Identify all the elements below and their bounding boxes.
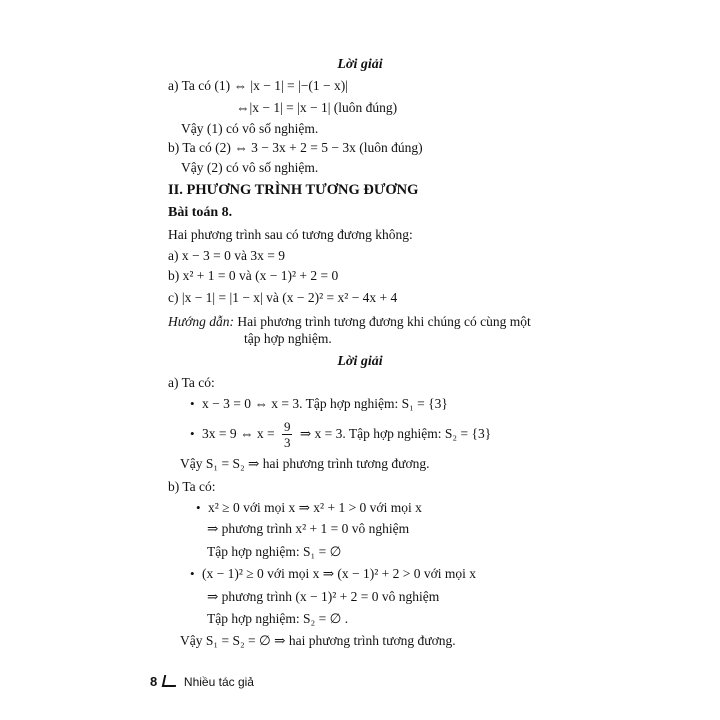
hint-text: Hai phương trình tương đương khi chúng có cùng một (237, 314, 531, 329)
sol2-a-bullet2-post: ⇒ x = 3. Tập hợp nghiệm: S₂ = {3} (299, 426, 492, 441)
page-number: 8 (150, 674, 158, 689)
sol1-a-line2: ⇔|x − 1| = |x − 1| (luôn đúng) (236, 100, 398, 115)
fraction-9-over-3 (282, 419, 293, 450)
solution-title-1: Lời giải (337, 57, 383, 72)
sol2-a-bullet2 (190, 419, 491, 450)
sol2-b-bullet2-line2: ⇒ phương trình (x − 1)² + 2 = 0 vô nghiệm (207, 589, 440, 604)
sol2-b-bullet2-line3: Tập hợp nghiệm: S₂ = ∅ . (207, 611, 349, 626)
hint-line2: tập hợp nghiệm. (244, 331, 332, 346)
sol1-b-conclusion: Vậy (2) có vô số nghiệm. (181, 160, 319, 175)
sol2-b-head: b) Ta có: (168, 479, 216, 494)
page-footer (150, 674, 254, 689)
sol2-a-conclusion: Vậy S₁ = S₂ ⇒ hai phương trình tương đương. (180, 456, 430, 471)
sol2-b-bullet2: • (x − 1)² ≥ 0 với mọi x ⇒ (x − 1)² + 2 > 0 với mọi x (190, 566, 476, 582)
problem-item-b: b) x² + 1 = 0 và (x − 1)² + 2 = 0 (168, 268, 339, 283)
sol2-b-conclusion: Vậy S₁ = S₂ = ∅ ⇒ hai phương trình tương đương. (180, 633, 456, 648)
section-heading: II. PHƯƠNG TRÌNH TƯƠNG ĐƯƠNG (168, 182, 419, 198)
sol1-a-line1: a) Ta có (1) ⇔ |x − 1| = |−(1 − x)| (168, 78, 348, 93)
sol2-b-bullet1: • x² ≥ 0 với mọi x ⇒ x² + 1 > 0 với mọi x (196, 500, 422, 516)
fraction-denominator: 3 (283, 435, 291, 451)
fraction-numerator: 9 (283, 419, 291, 435)
problem-item-c: c) |x − 1| = |1 − x| và (x − 2)² = x² − 4x + 4 (168, 290, 398, 305)
hint-label: Hướng dẫn: (168, 314, 234, 329)
sol2-a-bullet1: • x − 3 = 0 ⇔ x = 3. Tập hợp nghiệm: S₁ = {3} (190, 396, 448, 412)
sol1-a-conclusion: Vậy (1) có vô số nghiệm. (181, 121, 319, 136)
sol2-a-head: a) Ta có: (168, 375, 215, 390)
sol2-a-bullet2-pre: • 3x = 9 ⇔ x = (190, 426, 275, 441)
sol2-b-bullet1-line2: ⇒ phương trình x² + 1 = 0 vô nghiệm (207, 521, 410, 536)
problem-statement: Hai phương trình sau có tương đương không: (168, 227, 413, 242)
hint-line1 (168, 314, 531, 330)
footer-mark-icon (161, 675, 178, 687)
problem-item-a: a) x − 3 = 0 và 3x = 9 (168, 248, 285, 263)
sol2-b-bullet1-line3: Tập hợp nghiệm: S₁ = ∅ (207, 544, 342, 559)
sol1-b-line1: b) Ta có (2) ⇔ 3 − 3x + 2 = 5 − 3x (luôn đúng) (168, 140, 423, 155)
problem-title: Bài toán 8. (168, 205, 233, 220)
footer-author: Nhiều tác giả (183, 675, 254, 689)
solution-title-2: Lời giải (337, 354, 383, 369)
